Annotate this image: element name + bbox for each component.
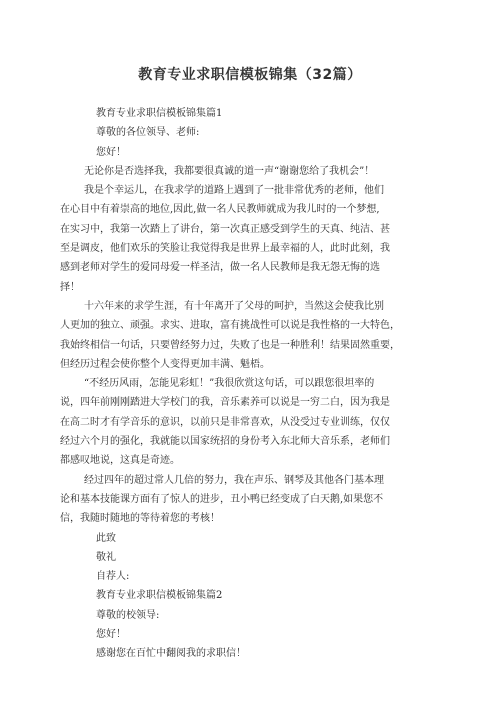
text-line: 尊敬的校领导: [96,609,160,621]
text-line: 择！ [60,281,80,293]
text-line: 在高二时才有学音乐的意识，以前只是非常喜欢，从没受过专业训练，仅仅 [60,416,390,428]
document-body [60,104,445,664]
text-line: 教育专业求职信模板锦集篇1 [96,108,223,119]
text-line: 自荐人: [96,571,130,583]
text-line: 感到老师对学生的爱同母爱一样圣洁，做一名人民教师是我无怨无悔的选 [60,262,380,274]
text-line: 人更加的独立、顽强。求实、进取，富有挑战性可以说是我性格的一大特色， [60,320,400,332]
text-line: 此致 [96,532,116,544]
text-line: 您好！ [96,146,126,158]
text-line: 经过四年的超过常人几倍的努力，我在声乐、钢琴及其他各门基本理 [84,474,384,486]
text-line: 教育专业求职信模板锦集篇2 [96,590,223,602]
document-title: 教育专业求职信模板锦集（32篇） [138,67,362,83]
text-line: 感谢您在百忙中翻阅我的求职信！ [96,648,246,660]
text-line: 我是个幸运儿，在我求学的道路上遇到了一批非常优秀的老师，他们 [84,185,384,197]
text-line: “不经历风雨，怎能见彩虹！”我很欣赏这句话，可以跟您很坦率的 [84,378,375,390]
text-line: 论和基本技能课方面有了惊人的进步，丑小鸭已经变成了白天鹅,如果您不 [60,493,384,505]
text-line: 都感叹地说，这真是奇迹。 [60,455,180,467]
text-line: 您好！ [96,629,126,641]
text-line: 在实习中，我第一次踏上了讲台，第一次真正感受到学生的天真、纯洁、甚 [60,223,390,235]
text-line: 敬礼 [96,551,116,563]
text-line: 尊敬的各位领导、老师: [96,127,200,139]
text-line: 至是调皮，他们欢乐的笑脸让我觉得我是世界上最幸福的人，此时此刻，我 [60,243,390,255]
text-line: 我始终相信一句话，只要曾经努力过，失败了也是一种胜利！结果固然重要， [60,339,400,351]
text-line: 说，四年前刚刚踏进大学校门的我，音乐素养可以说是一穷二白，因为我是 [60,397,390,409]
text-line: 但经历过程会使你整个人变得更加丰满、魁梧。 [60,358,270,370]
text-line: 在心目中有着崇高的地位,因此,做一名人民教师就成为我儿时的一个梦想, [60,204,380,216]
text-line: 十六年来的求学生涯，有十年离开了父母的呵护，当然这会使我比别 [84,300,384,312]
text-line: 经过六个月的强化，我就能以国家统招的身份考入东北师大音乐系，老师们 [60,436,390,448]
text-line: 信，我随时随地的等待着您的考核！ [60,513,220,525]
text-line: 无论你是否选择我，我都要很真诚的道一声“谢谢您给了我机会”！ [84,165,375,177]
